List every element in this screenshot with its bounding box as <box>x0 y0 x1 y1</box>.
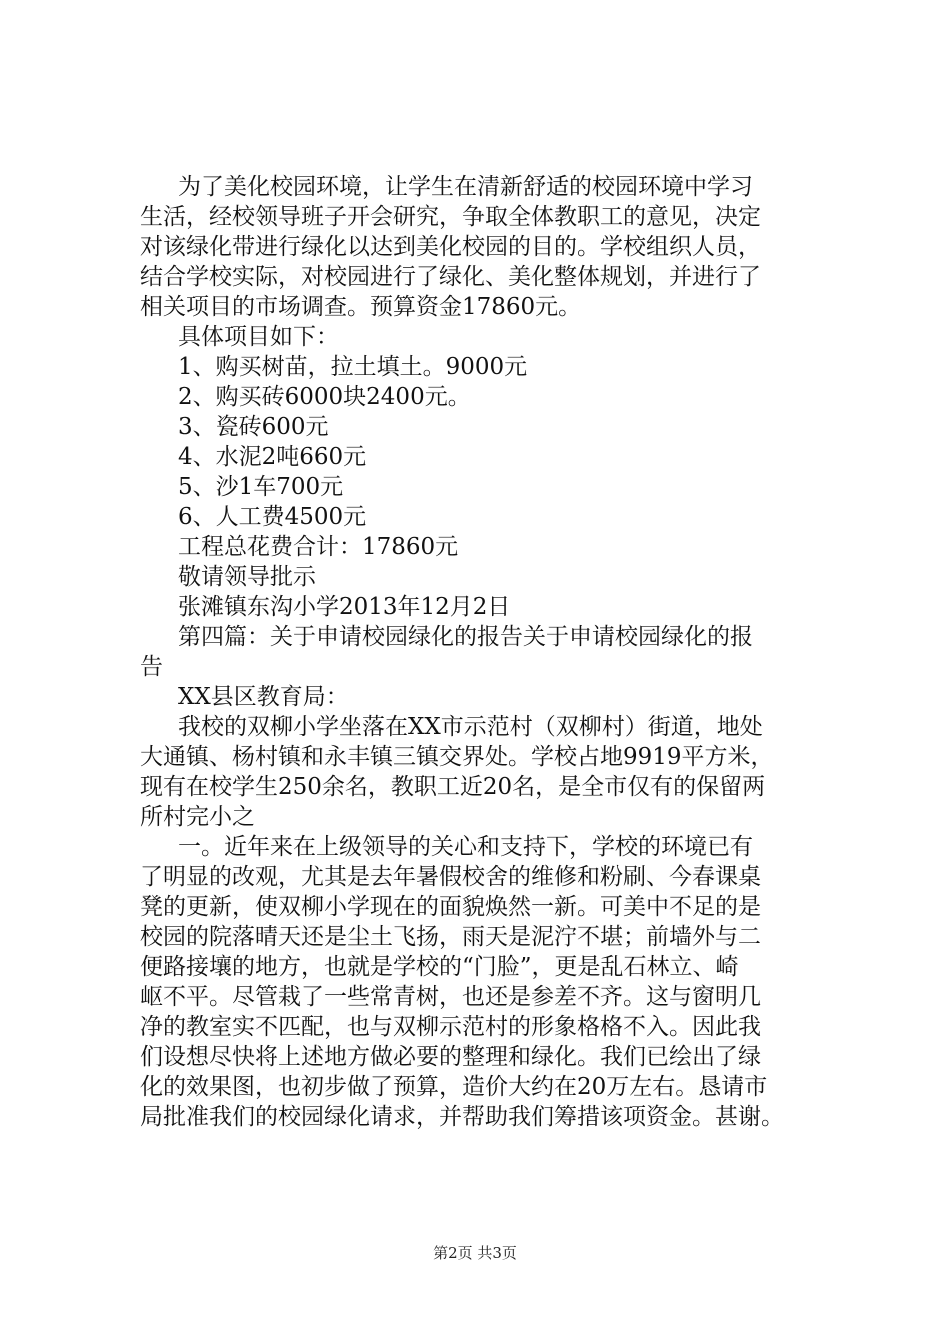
paragraph-line: 相关项目的市场调查。预算资金17860元。 <box>140 294 582 320</box>
section-heading: 第四篇：关于申请校园绿化的报告关于申请校园绿化的报 <box>178 624 753 650</box>
paragraph-line: 结合学校实际，对校园进行了绿化、美化整体规划，并进行了 <box>140 264 761 290</box>
addressee: XX县区教育局： <box>178 684 349 710</box>
page-number-footer: 第2页 共3页 <box>433 1244 517 1262</box>
paragraph-line: 们设想尽快将上述地方做必要的整理和绿化。我们已绘出了绿 <box>140 1044 761 1070</box>
paragraph-line: 大通镇、杨村镇和永丰镇三镇交界处。学校占地9919平方米， <box>140 744 774 770</box>
paragraph-line: 对该绿化带进行绿化以达到美化校园的目的。学校组织人员， <box>140 234 761 260</box>
document-body <box>140 172 840 1132</box>
paragraph-line: 便路接壤的地方，也就是学校的“门脸”，更是乱石林立、崎 <box>140 954 739 980</box>
list-item: 1、购买树苗，拉土填土。9000元 <box>178 354 528 380</box>
paragraph-line: 化的效果图，也初步做了预算，造价大约在20万左右。恳请市 <box>140 1074 768 1100</box>
paragraph-line: 校园的院落晴天还是尘土飞扬，雨天是泥泞不堪；前墙外与二 <box>140 924 761 950</box>
paragraph-line: 一。近年来在上级领导的关心和支持下，学校的环境已有 <box>178 834 753 860</box>
paragraph-line: 我校的双柳小学坐落在XX市示范村（双柳村）街道，地处 <box>178 714 763 740</box>
paragraph-line: 净的教室实不匹配，也与双柳示范村的形象格格不入。因此我 <box>140 1014 761 1040</box>
paragraph-line: 为了美化校园环境，让学生在清新舒适的校园环境中学习 <box>178 174 753 200</box>
list-item: 2、购买砖6000块2400元。 <box>178 384 471 410</box>
request-line: 敬请领导批示 <box>178 564 316 590</box>
paragraph-line: 局批准我们的校园绿化请求，并帮助我们筹措该项资金。甚谢。 <box>140 1104 784 1130</box>
paragraph-line: 岖不平。尽管栽了一些常青树，也还是参差不齐。这与窗明几 <box>140 984 761 1010</box>
section-heading-continued: 告 <box>140 654 163 680</box>
paragraph-line: 现有在校学生250余名，教职工近20名，是全市仅有的保留两 <box>140 774 766 800</box>
total-cost: 工程总花费合计：17860元 <box>178 534 459 560</box>
signature-line: 张滩镇东沟小学2013年12月2日 <box>178 594 511 620</box>
paragraph-line: 生活，经校领导班子开会研究，争取全体教职工的意见，决定 <box>140 204 761 230</box>
list-item: 5、沙1车700元 <box>178 474 344 500</box>
paragraph-line: 凳的更新，使双柳小学现在的面貌焕然一新。可美中不足的是 <box>140 894 761 920</box>
paragraph-line: 所村完小之 <box>140 804 255 830</box>
list-item: 6、人工费4500元 <box>178 504 367 530</box>
list-item: 3、瓷砖600元 <box>178 414 329 440</box>
list-item: 4、水泥2吨660元 <box>178 444 367 470</box>
paragraph-line: 了明显的改观，尤其是去年暑假校舍的维修和粉刷、今春课桌 <box>140 864 761 890</box>
items-intro: 具体项目如下： <box>178 324 339 350</box>
